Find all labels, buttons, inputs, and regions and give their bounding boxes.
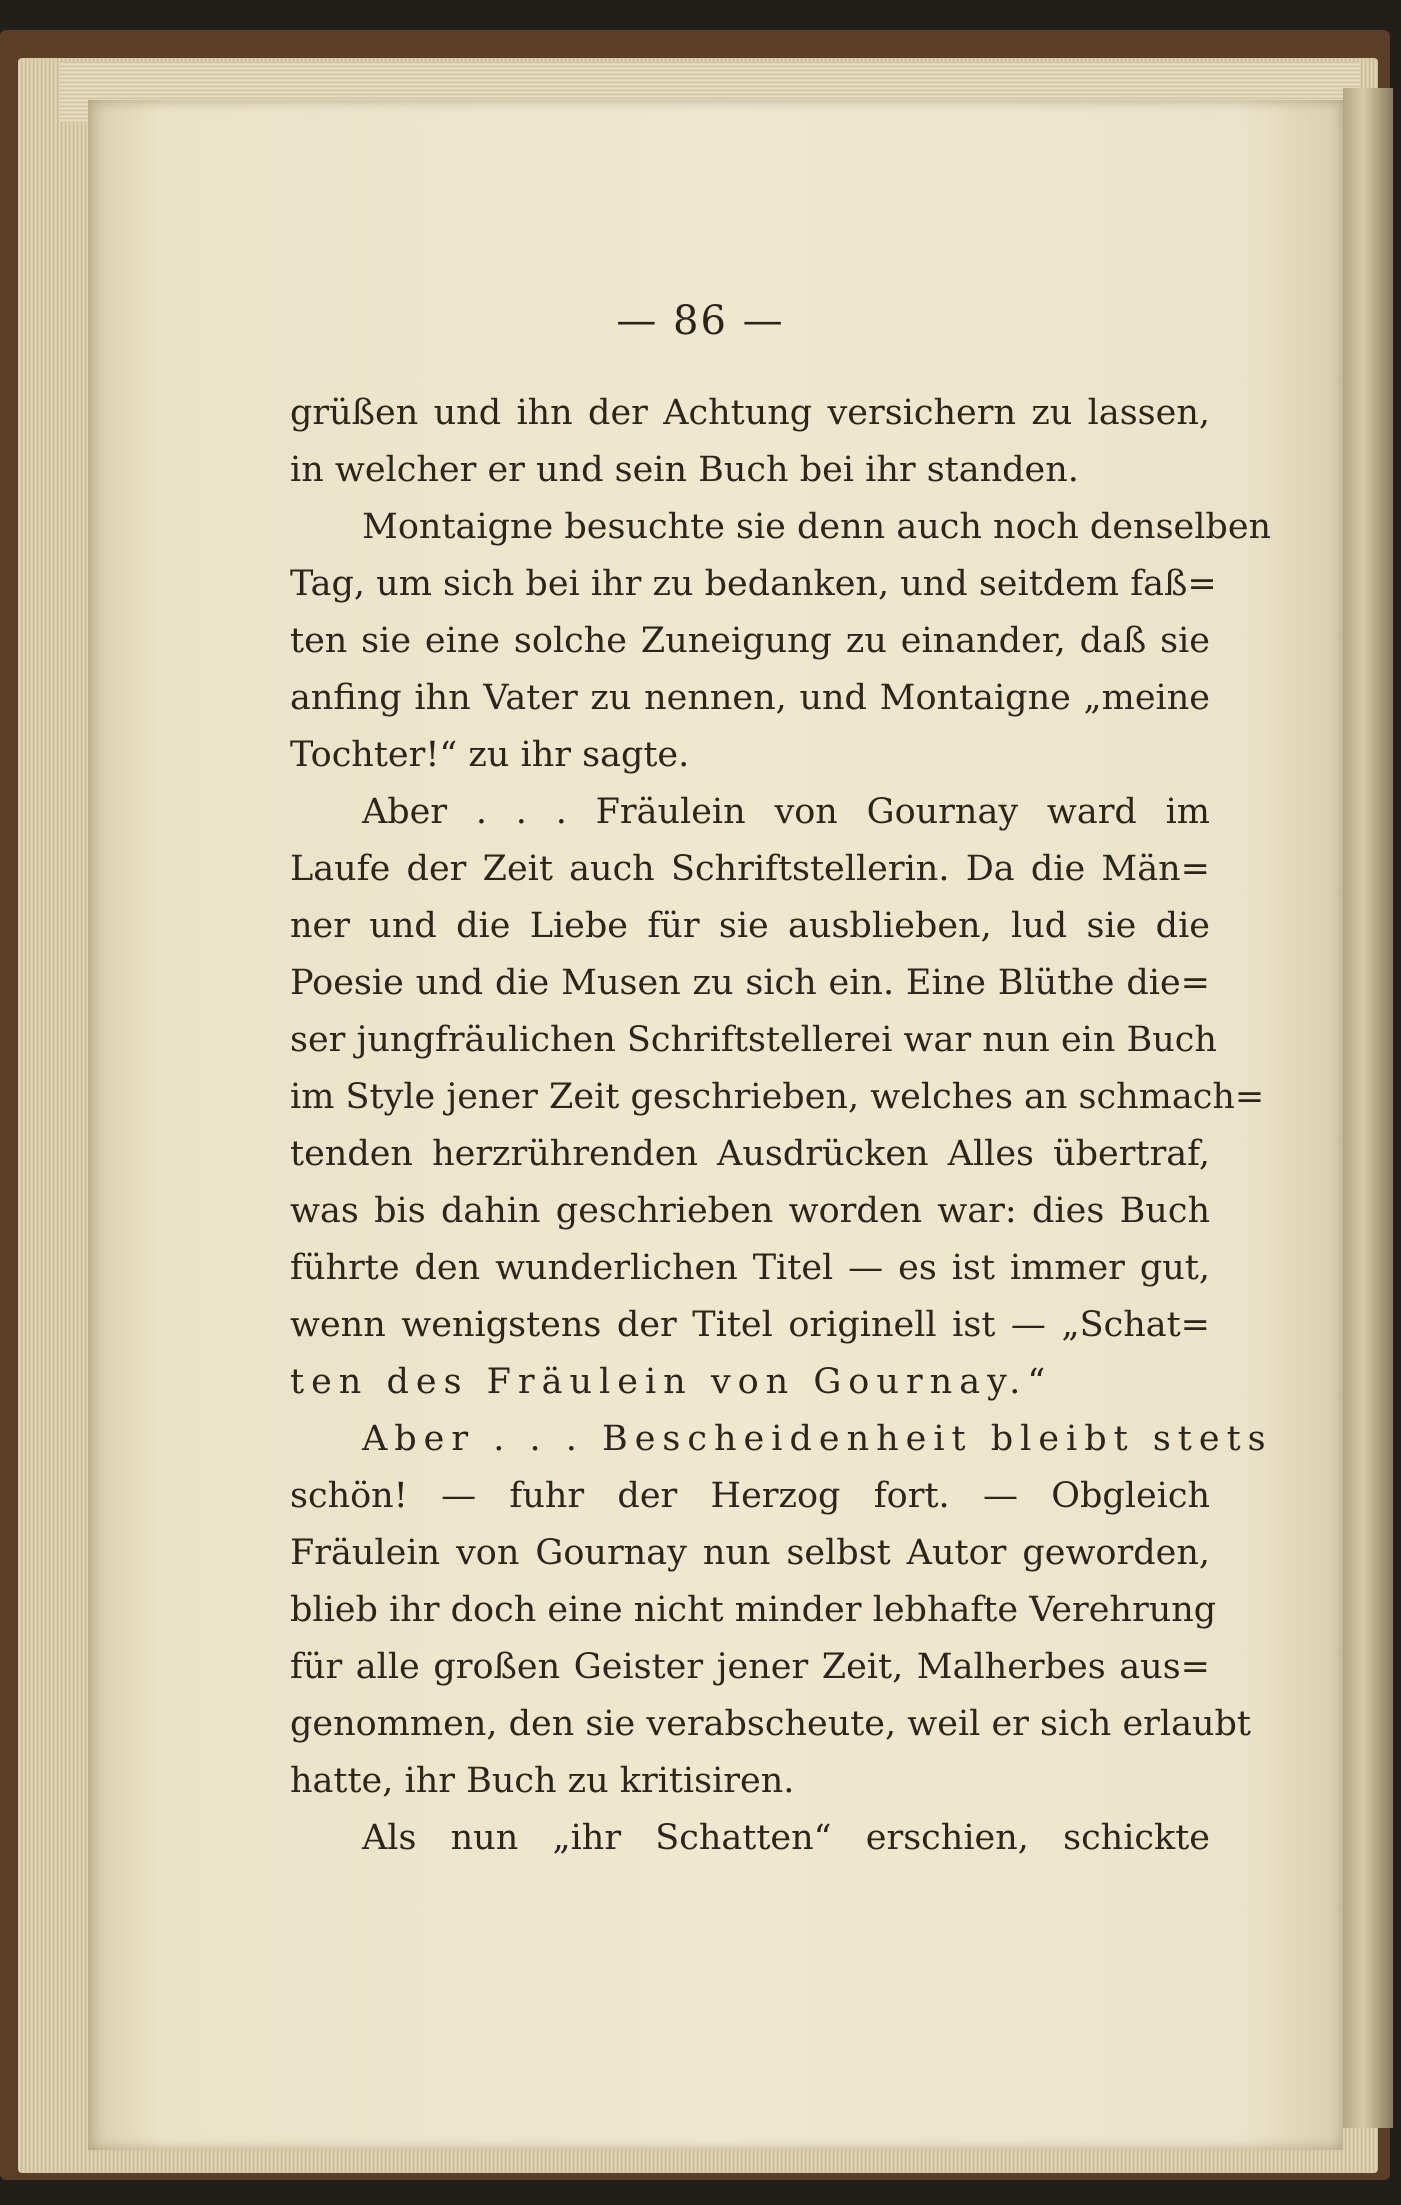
text-line: ten des Fräulein von Gournay.“ (290, 1362, 1053, 1402)
text-line: Laufe der Zeit auch Schriftstellerin. Da die Män= (290, 849, 1210, 889)
text-line: genommen, den sie verabscheute, weil er sich erlaubt (290, 1704, 1251, 1744)
text-line: Aber . . . Bescheidenheit bleibt stets (362, 1419, 1273, 1459)
text-line: grüßen und ihn der Achtung versichern zu lassen, (290, 393, 1210, 433)
text-line: Tag, um sich bei ihr zu bedanken, und seitdem faß= (290, 564, 1217, 604)
right-page-edge (1343, 88, 1393, 2128)
text-line: für alle großen Geister jener Zeit, Malherbes aus= (290, 1647, 1210, 1687)
text-line: wenn wenigstens der Titel originell ist — „Schat= (290, 1305, 1210, 1345)
text-line: was bis dahin geschrieben worden war: dies Buch (290, 1191, 1210, 1231)
text-line: Fräulein von Gournay nun selbst Autor geworden, (290, 1533, 1210, 1573)
text-line: in welcher er und sein Buch bei ihr standen. (290, 450, 1079, 490)
page-number: — 86 — (616, 298, 785, 344)
text-line: Poesie und die Musen zu sich ein. Eine Blüthe die= (290, 963, 1210, 1003)
text-line: führte den wunderlichen Titel — es ist immer gut, (290, 1248, 1210, 1288)
text-line: schön! — fuhr der Herzog fort. — Obgleich (290, 1476, 1210, 1516)
text-line: Tochter!“ zu ihr sagte. (290, 735, 690, 775)
text-line: ten sie eine solche Zuneigung zu einander, daß sie (290, 621, 1210, 661)
text-line: hatte, ihr Buch zu kritisiren. (290, 1761, 795, 1801)
text-line: ner und die Liebe für sie ausblieben, lud sie die (290, 906, 1210, 946)
text-line: Aber . . . Fräulein von Gournay ward im (362, 792, 1210, 832)
text-line: tenden herzrührenden Ausdrücken Alles übertraf, (290, 1134, 1210, 1174)
body-text (290, 385, 1273, 1867)
text-line: Als nun „ihr Schatten“ erschien, schickte (362, 1818, 1210, 1858)
text-line: anfing ihn Vater zu nennen, und Montaigne „meine (290, 678, 1210, 718)
text-line: im Style jener Zeit geschrieben, welches an schmach= (290, 1077, 1265, 1117)
text-line: blieb ihr doch eine nicht minder lebhafte Verehrung (290, 1590, 1217, 1630)
text-line: ser jungfräulichen Schriftstellerei war nun ein Buch (290, 1020, 1217, 1060)
text-line: Montaigne besuchte sie denn auch noch denselben (362, 507, 1272, 547)
